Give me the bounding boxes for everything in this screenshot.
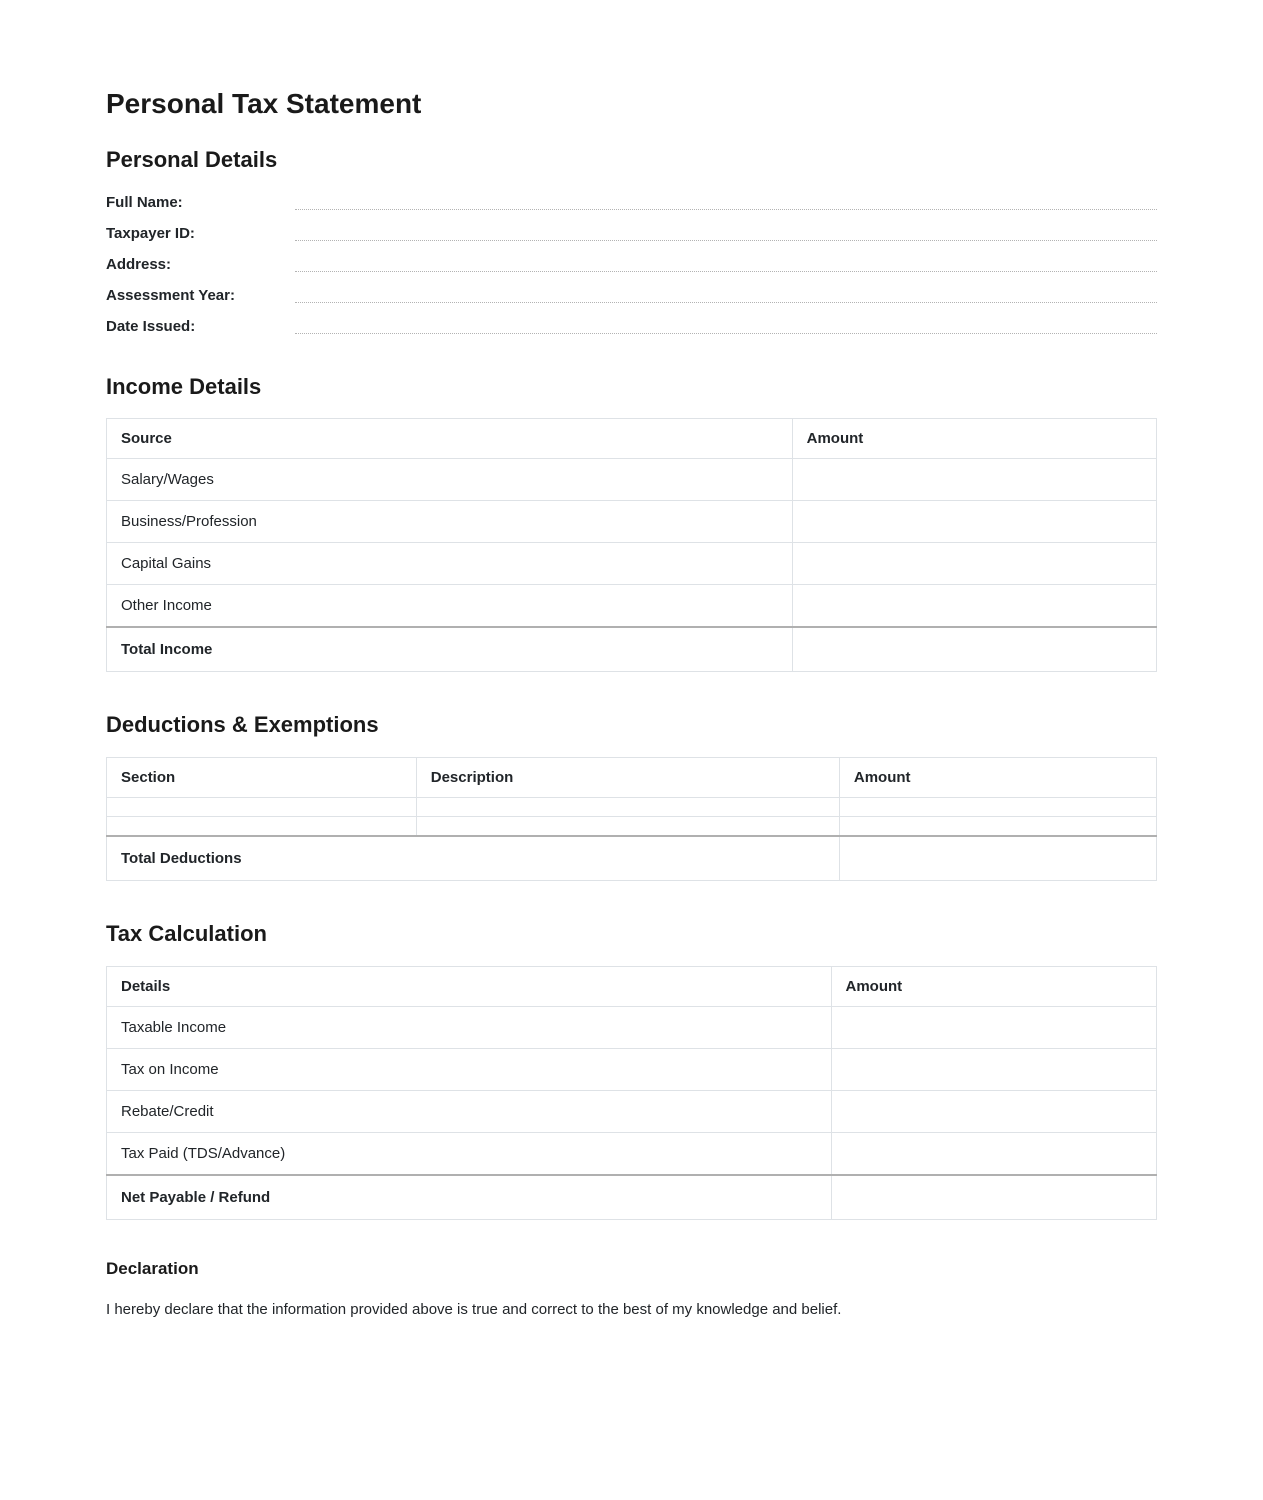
tax-detail-cell: Rebate/Credit <box>107 1091 832 1133</box>
full-name-label: Full Name: <box>106 194 183 211</box>
deductions-description-column-header: Description <box>416 758 839 798</box>
income-amount-cell <box>792 459 1156 501</box>
deductions-heading: Deductions & Exemptions <box>106 712 379 737</box>
date-issued-label: Date Issued: <box>106 318 196 335</box>
assessment-year-label: Assessment Year: <box>106 287 235 304</box>
table-row <box>107 1133 1157 1176</box>
tax-amount-cell <box>831 1133 1157 1176</box>
deductions-amount-cell <box>839 798 1156 817</box>
income-details-heading: Income Details <box>106 374 262 399</box>
tax-amount-cell <box>831 1049 1157 1091</box>
deductions-description-cell <box>416 817 839 837</box>
income-table <box>106 418 1157 672</box>
table-row <box>107 1007 1157 1049</box>
address-field-line <box>295 271 1157 272</box>
table-row <box>107 817 1157 837</box>
field-row-taxpayer-id <box>106 215 1157 246</box>
tax-details-column-header: Details <box>107 967 832 1007</box>
deductions-amount-column-header: Amount <box>839 758 1156 798</box>
income-total-label: Total Income <box>107 627 793 672</box>
table-row <box>107 459 1157 501</box>
declaration-heading: Declaration <box>106 1259 199 1278</box>
tax-total-label: Net Payable / Refund <box>107 1175 832 1220</box>
income-source-cell: Other Income <box>107 585 793 628</box>
field-row-full-name <box>106 184 1157 215</box>
date-issued-field-line <box>295 333 1157 334</box>
deductions-section-column-header: Section <box>107 758 417 798</box>
deductions-section-cell <box>107 817 417 837</box>
tax-amount-cell <box>831 1007 1157 1049</box>
address-label: Address: <box>106 256 172 273</box>
income-total-row <box>107 627 1157 672</box>
table-row <box>107 1049 1157 1091</box>
deductions-amount-cell <box>839 817 1156 837</box>
full-name-field-line <box>295 209 1157 210</box>
tax-calculation-heading: Tax Calculation <box>106 921 267 946</box>
deductions-total-amount-cell <box>839 836 1156 881</box>
tax-detail-cell: Tax Paid (TDS/Advance) <box>107 1133 832 1176</box>
income-amount-cell <box>792 585 1156 628</box>
income-total-amount-cell <box>792 627 1156 672</box>
personal-details-heading: Personal Details <box>106 147 278 172</box>
tax-calculation-table <box>106 966 1157 1220</box>
income-header-row <box>107 419 1157 459</box>
deductions-header-row <box>107 758 1157 798</box>
field-row-address <box>106 246 1157 277</box>
deductions-table <box>106 757 1157 881</box>
table-row <box>107 501 1157 543</box>
deductions-section-cell <box>107 798 417 817</box>
deductions-description-cell <box>416 798 839 817</box>
table-row <box>107 798 1157 817</box>
taxpayer-id-field-line <box>295 240 1157 241</box>
field-row-date-issued <box>106 308 1157 339</box>
income-source-cell: Capital Gains <box>107 543 793 585</box>
income-source-column-header: Source <box>107 419 793 459</box>
page-title: Personal Tax Statement <box>106 88 422 119</box>
deductions-total-label: Total Deductions <box>107 836 840 881</box>
tax-detail-cell: Taxable Income <box>107 1007 832 1049</box>
income-source-cell: Salary/Wages <box>107 459 793 501</box>
tax-amount-column-header: Amount <box>831 967 1157 1007</box>
income-source-cell: Business/Profession <box>107 501 793 543</box>
assessment-year-field-line <box>295 302 1157 303</box>
tax-total-amount-cell <box>831 1175 1157 1220</box>
declaration-text: I hereby declare that the information provided above is true and correct to the best of my knowledge and belief. <box>106 1301 842 1318</box>
taxpayer-id-label: Taxpayer ID: <box>106 225 195 242</box>
income-amount-cell <box>792 501 1156 543</box>
table-row <box>107 585 1157 628</box>
tax-detail-cell: Tax on Income <box>107 1049 832 1091</box>
income-amount-cell <box>792 543 1156 585</box>
tax-header-row <box>107 967 1157 1007</box>
table-row <box>107 1091 1157 1133</box>
document-page <box>106 0 1157 1500</box>
income-amount-column-header: Amount <box>792 419 1156 459</box>
personal-details-fields <box>106 184 1157 339</box>
tax-amount-cell <box>831 1091 1157 1133</box>
table-row <box>107 543 1157 585</box>
deductions-total-row <box>107 836 1157 881</box>
tax-total-row <box>107 1175 1157 1220</box>
field-row-assessment-year <box>106 277 1157 308</box>
